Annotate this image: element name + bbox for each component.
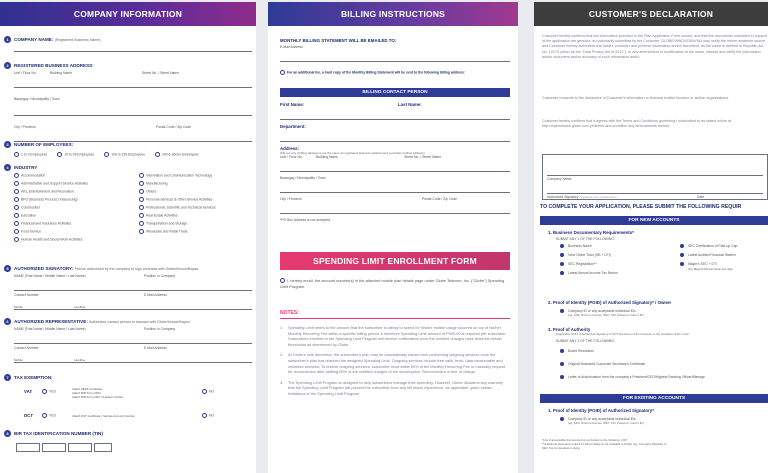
sig-landline-label[interactable]: Landline [74,305,86,309]
industry-left-5[interactable]: Education [14,213,139,221]
city-label: City / Province [14,125,36,129]
sign-auth-sub: (Signature over printed name) [579,195,617,199]
employees-option-3[interactable]: 100 to 199 Employees [104,152,145,157]
billing-address-sub: (Fill out only if billing address is not the same as registered business address and you'd like a billing address) [280,151,425,155]
dct-label: DCT [24,413,34,418]
contact-name-field[interactable] [280,119,510,120]
billing-contact-bar: BILLING CONTACT PERSON [280,88,510,97]
industry-left-0[interactable]: Accommodation [14,173,139,181]
rep-mobile-label[interactable]: Mobile [14,358,23,362]
req-step-1: 1. Business Documentary Requirements* [548,230,634,235]
footnote-3: SEC Top Corporations Listing [542,446,580,450]
auth-sign-field[interactable] [547,193,763,194]
address-label: REGISTERED BUSINESS ADDRESS: [14,63,94,68]
declaration-header: CUSTOMER'S DECLARATION [534,2,768,26]
industry-left-1[interactable]: Administrative and Support Service Activities [14,181,139,189]
bullet-icon [680,244,684,248]
dct-no-radio[interactable]: NO [202,413,214,418]
bullet-icon [560,417,564,421]
employees-option-4[interactable]: 200 & above Employees [155,152,199,157]
rep-contact-label: Contact Number [14,346,39,350]
note-1: Spending Limit refers to the amount that the subscriber is willing to spend for his/her mobile usage incurred on top of his/her Monthly Recurring Fee within a specific billing period. A minimum Spending Limit amount of P500.00 is required per subscriber. Subscribers enrolled to the Spending Limit Program will receive notifications once the unbilled charges have reached certain thresholds as determined by Globe. [288,325,507,347]
billing-postal-label: Postal Code / Zip Code [422,197,458,201]
company-information-page [0,2,256,473]
billing-header: BILLING INSTRUCTIONS [268,2,518,26]
building-label: Building Name [50,71,73,75]
billing-city-field[interactable] [280,213,510,214]
last-name-label: Last Name: [398,102,422,107]
bullet-icon [560,262,564,266]
rep-position-label: Position in Company [144,327,176,331]
req-step-3: 3. Proof of Authority [548,327,591,332]
rep-landline-label[interactable]: Landline [74,358,86,362]
bullet-icon [560,309,564,313]
ex-step-1: 1. Proof of Identity (POID) of Authorized Signatory* [548,408,654,413]
req-step-2-item-sub: (eg. SSS, Driver's License, PRC, TIN, Passport, Voter's ID) [568,313,644,318]
billing-email-field[interactable] [280,61,510,62]
step-3-icon: 3 [4,141,11,148]
note-3: The Spending Limit Program is designed to help subscribers manage their spending. However, Globe disclaims any warranty that the Spending Limit Program will prevent the subscriber from any bill shock experience, as applicable, given certain limitations of the Spending Limit Program. [288,379,503,396]
bullet-icon [680,262,684,266]
sig-mobile-label[interactable]: Mobile [14,305,23,309]
billing-city-label: City / Province [280,197,302,201]
barangay-field[interactable] [14,115,252,116]
footnote-1: *List of acceptable documents but not limited to the following: LIST [542,438,628,442]
customer-declaration-page [534,2,768,473]
industry-right-4[interactable]: Professional, Scientific and Technical Services [139,205,216,213]
doc-left-0: Business Name [560,244,680,253]
ex-step-1-item-sub: (eg. SSS, Driver's License, PRC, TIN, Passport, Voter's ID) [568,421,644,426]
note-2: At Globe's sole discretion, the subscriber's plan may be automatically barred from performing outgoing services once the subscriber's plan has reached the assigned Spending Limit. Outgoing services include free calls, texts, data consumable and unlimited services. To restore outgoing services, subscriber must settle 50% of the Monthly Recurring Fee or manually request for reconnection after settling 50% of the unbilled charges of the subscription. Reconnection is free of charge. [288,352,506,375]
notes-label: NOTES: [280,310,299,316]
doc-right-1: Latest Audited Financial Statem [680,253,737,262]
vat-note-1: Attach PEZA Certificate [72,387,103,391]
industry-left-6[interactable]: Financial and Insurance Activities [14,221,139,229]
req-step-3-sub: (Applicable ONLY if Authorized Signatory is NOT the owner of the business or the president of the comp [556,332,689,336]
ex-step-1-item: Company ID or any acceptable individual IDs [560,417,768,421]
req-step-3-item-1: Original Notarized Corporate Secretary's Certificate [560,362,768,371]
req-step-3-item-2: Letter of Authorization from the company's President/CEO/Highest Ranking Officer/Manage [560,375,768,384]
industry-left-3[interactable]: BPO (Business Process Outsourcing) [14,197,139,205]
industry-left-2[interactable]: Arts, Entertainment and Recreation [14,189,139,197]
department-field[interactable] [280,141,510,142]
unit-label: Unit / Floor No. [14,71,37,75]
billing-building-label: Building Name [316,155,339,159]
step-6-icon: 6 [4,318,11,325]
step-2-icon: 2 [4,62,11,69]
billing-barangay-label: Barangay / Municipality / Town [280,176,326,180]
employees-option-2[interactable]: 10 to 99 Employees [57,152,94,157]
doc-left-3: Latest Annual Income Tax Return [560,271,680,280]
doc-left-1: View Globe Tutor (SB + DTI) [560,253,680,262]
step-7-icon: 7 [4,374,11,381]
auth-sig-sub: Person authorized by the company to sign contracts with Globe/Innove/Bayan. [74,266,200,271]
existing-accounts-bar: FOR EXISTING ACCOUNTS [540,394,768,403]
footnote-2: **Additional document required if Direct Sales is not available in Public (eg. Company Website) or [542,442,667,446]
hardcopy-option[interactable]: For an additional fee, a hard copy of the Monthly Billing Statement will be sent to the following billing address: [280,70,510,75]
industry-right-3[interactable]: Personal Services & Other Service Activities [139,197,216,205]
dct-yes-radio[interactable]: YES [42,413,72,418]
sig-name-label: NAME (First Name / Middle Name / Last Name) [14,274,86,278]
rep-email-label: E-Mail Address [144,346,167,350]
declaration-para-1: Customer hereby confirms that the information provided in the Plan Application Form correct, and that the documents submitted in support of the application are genuine, au voluntarily submitted by the Customer. GLOBE/INNOVE/BAYAN may verify the inform whatever source and Customer hereby authorizes the holder, controller and process information and/or document, as the same is defined in Republic Act No. 10173 (other as the "Data Privacy Act of 2012"), or any amendment or modification of the same, release and verify the information and/or document and/or accuracy of such information and/o [542,34,768,59]
company-info-header: COMPANY INFORMATION [0,2,256,26]
industry-right-1[interactable]: Manufacturing [139,181,216,189]
employees-label: NUMBER OF EMPLOYEES: [14,142,74,147]
company-name-label: COMPANY NAME: [14,37,54,42]
doc-right-2: Mayor's SEC + DTI [680,262,737,267]
industry-right-5[interactable]: Real Estate Activities [139,213,216,221]
pobox-note: *PO Box Address is not accepted [280,218,330,222]
spending-limit-header: SPENDING LIMIT ENROLLMENT FORM [280,252,510,270]
industry-label: INDUSTRY [14,165,38,170]
bullet-icon [680,253,684,257]
auth-rep-label: AUTHORIZED REPRESENTATIVE: [14,319,88,324]
declaration-para-2: Customer consents to the disclosure of Customer's information to financial institut bureaus or similar organizations. [542,96,730,100]
req-step-2: 2. Proof of Identity (POID) of Authorized Signatory* / Owner [548,300,672,305]
rep-name-label: NAME (First Name / Middle Name / Last Name) [14,327,86,331]
street-label: Street No. / Street Name [142,71,180,75]
industry-right-2[interactable]: Others [139,189,216,197]
bullet-icon [560,349,564,353]
req-step-1-sub: SUBMIT ANY 1 OF THE FOLLOWING: [556,237,615,241]
bullet-icon [560,362,564,366]
employees-option-1[interactable]: 1 to 9 Employees [14,152,47,157]
vat-label: VAT [24,389,33,394]
step-4-icon: 4 [4,164,11,171]
declaration-para-3: Customer hereby confirms that it agrees with the Terms and Conditions governing t subscribed to as stated online at http://mybusiness.globe.com.ph/terms-and-condition any amendments thereto. [542,119,732,129]
monthly-billing-label: MONTHLY BILLING STATEMENT WILL BE EMAILED TO: [280,38,397,43]
billing-barangay-field[interactable] [280,192,510,193]
barangay-label: Barangay / Municipality / Town [14,97,60,101]
department-label: Department: [280,124,306,129]
billing-address-label: Address: [280,146,300,151]
sig-position-label: Position in Company [144,274,176,278]
industry-left-7[interactable]: Food Service [14,229,139,237]
sign-date-label: Date [697,195,705,199]
sig-contact-label: Contact Number [14,293,39,297]
address-line-field[interactable] [14,87,252,88]
dct-note: Attach DST Certificate / Sample Account Number [72,413,135,418]
complete-heading: TO COMPLETE YOUR APPLICATION, PLEASE SUBMIT THE FOLLOWING REQUIR [540,204,742,210]
req-step-3-sub2: SUBMIT ANY 1 OF THE FOLLOWING: [556,339,615,343]
new-accounts-bar: FOR NEW ACCOUNTS [540,216,768,225]
req-step-3-item-0: Board Resolution [560,349,768,358]
industry-left-8[interactable]: Human Health and Social Work Activities [14,237,139,245]
company-name-sign-field[interactable] [547,175,763,176]
step-1-icon: 1 [4,36,11,43]
billing-street-label: Street No. / Street Name [404,155,442,159]
tin-label: BIR TAX IDENTIFICATION NUMBER (TIN) [14,431,103,436]
billing-instructions-page: BILLING INSTRUCTIONS MONTHLY BILLING STATEMENT WILL BE EMAILED TO: E-Mail Address For an additional fee, a hard copy of the Monthly Billing Statement will be sent to the following billing address: BILLING CONTACT PERSON First Name: Last Name: Department: Address: (Fill out only if billing address is not the same as registered business address and you'd like a billing address) Unit / Floor No. Building Name Street No. / Street Name Barangay / Municipality / Town City / Province Postal Code / Zip Code *PO Box Address is not accepted SPENDING LIMIT ENROLLMENT FORM I, hereby enroll, the account number(s) in the attached mobile plan details page under Globe Telecom, Inc. ("Globe") Spending Limit Program. NOTES: 1. Spending Limit refers to the amount that the subscriber is willing to spend for his/her mobile usage incurred on top of his/her Monthly Recurring Fee within a specific billing period. A minimum Spending Limit amount of P500.00 is required per subscriber. Subscribers enrolled to the Spending Limit Program will receive notifications once the unbilled charges have reached certain thresholds as determined by Globe. 2. At Globe's sole discretion, the subscriber's plan may be automatically barred from performing outgoing services once the subscriber's plan has reached the assigned Spending Limit. Outgoing services include free calls, texts, data consumable and unlimited services. To restore outgoing services, subscriber must settle 50% of the Monthly Recurring Fee or manually request for reconnection after settling 50% of the unbilled charges of the subscription. Reconnection is free of charge. 3. The Spending Limit Program is designed to help subscribers manage their spending. However, Globe disclaims any warranty that the Spending Limit Program will prevent the subscriber from any bill shock experience, as applicable, given certain limitations of the Spending Limit Program. [268,2,518,473]
tin-field[interactable] [16,443,252,452]
bullet-icon [560,244,564,248]
tax-label: TAX EXEMPTION: [14,375,53,380]
doc-right-0: SEC Certification of Paid-up Cap [680,244,737,253]
billing-unit-label: Unit / Floor No. [280,155,303,159]
bullet-icon [560,271,564,275]
rep-name-field[interactable] [14,343,252,344]
auth-rep-sub: Authorized contact person to transact with Globe/Innove/Bayan. [89,319,191,324]
billing-email-label: E-Mail Address [280,45,303,49]
vat-note-2: Attach BIR Form 2303 [72,391,101,395]
bullet-icon [560,375,564,379]
company-name-sub: (Registered Business Name) [54,37,101,42]
auth-sig-label: AUTHORIZED SIGNATORY: [14,266,74,271]
sig-email-label: E-Mail Address [144,293,167,297]
spending-enroll-option[interactable]: I, hereby enroll, the account number(s) in the attached mobile plan details page under Globe Telecom, Inc. ("Globe") Spending Limit Program. [280,278,505,289]
industry-left-4[interactable]: Construction [14,205,139,213]
bullet-icon [560,253,564,257]
company-name-field[interactable] [14,51,252,52]
sign-auth-label: Authorized Signatory [547,195,579,199]
signature-box [542,154,768,200]
sig-name-field[interactable] [14,290,252,291]
industry-right-6[interactable]: Transportation and Storage [139,221,216,229]
vat-yes-radio[interactable]: YES [42,389,72,394]
step-5-icon: 5 [4,265,11,272]
billing-address-field[interactable] [280,171,510,172]
doc-left-2: SEC Registration** [560,262,680,271]
first-name-label: First Name: [280,102,305,107]
vat-no-radio[interactable]: NO [202,389,214,394]
postal-label: Postal Code / Zip Code [156,125,192,129]
industry-right-7[interactable]: Wholesale and Retail Trade [139,229,216,237]
step-8-icon: 8 [4,430,11,437]
sign-company-label: Company Name [547,177,572,181]
doc-right-3: (For Mayor's Permit) show any reply [688,267,733,271]
vat-note-3: Attach BIR Form 2307 (4 latest months) [72,395,123,399]
req-step-2-item: Company ID or any acceptable individual IDs [560,309,768,313]
industry-right-0[interactable]: Information and Communication Technology [139,173,216,181]
